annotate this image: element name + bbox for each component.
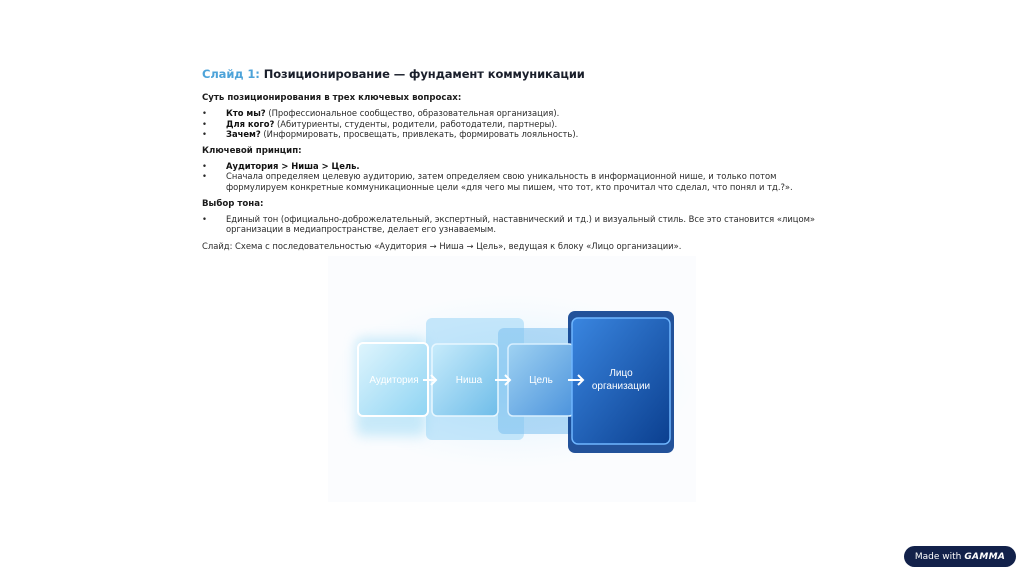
item-text: (Информировать, просвещать, привлекать, формировать лояльность).	[260, 129, 579, 140]
box-label-auditoriya: Аудитория	[369, 375, 419, 386]
tone-list	[202, 214, 822, 235]
slide-title-main: Позиционирование — фундамент коммуникации	[263, 67, 585, 81]
box-label-nisha: Ниша	[455, 375, 483, 386]
item-text: Единый тон (официально-доброжелательный, экспертный, наставнический и тд.) и визуальный стиль. Все это становится «лицом» организации в медиапространстве, делает его узнаваемым.	[226, 213, 816, 235]
item-text: Сначала определяем целевую аудиторию, затем определяем свою уникальность в информационной нише, и только потом формулируем конкретные коммуникационные цели «для чего мы пишем, что тот, кто прочитал что сделал, что понял и тд.?».	[226, 171, 793, 192]
item-label: Аудитория > Ниша > Цель.	[226, 160, 360, 171]
bullet: •	[202, 213, 207, 224]
list-item	[202, 119, 822, 130]
bullet: •	[202, 129, 207, 140]
flow-diagram-image	[328, 256, 696, 502]
gamma-logo: GAMMA	[964, 551, 1006, 562]
bullet: •	[202, 108, 207, 118]
list-item	[202, 161, 822, 172]
section-heading-tone: Выбор тона:	[202, 198, 264, 209]
item-label: Для кого?	[226, 118, 275, 129]
section-heading-questions: Суть позиционирования в трех ключевых вопросах:	[202, 93, 462, 103]
bullet: •	[202, 160, 207, 171]
bullet: •	[202, 118, 207, 129]
made-with-gamma-badge[interactable]	[904, 546, 1016, 567]
item-label: Зачем?	[226, 129, 261, 140]
slide-caption: Слайд: Схема с последовательностью «Аудитория → Ниша → Цель», ведущая к блоку «Лицо организации».	[202, 240, 682, 251]
slide-title-prefix: Слайд 1:	[202, 67, 260, 81]
item-text: (Профессиональное сообщество, образовательная организация).	[265, 108, 560, 118]
item-text: (Абитуриенты, студенты, родители, работодатели, партнеры).	[274, 118, 558, 129]
box-label-lico-line2: организации	[591, 381, 651, 392]
slide-title	[202, 67, 822, 81]
list-item	[202, 214, 822, 235]
list-item	[202, 108, 822, 119]
box-label-lico-line1: Лицо	[609, 368, 633, 379]
badge-text: Made with	[914, 551, 962, 562]
item-label: Кто мы?	[226, 108, 266, 118]
principle-list	[202, 161, 822, 193]
questions-list	[202, 108, 822, 140]
bullet: •	[202, 171, 207, 182]
list-item	[202, 171, 822, 192]
flow-diagram	[328, 256, 696, 502]
slide-content	[202, 67, 822, 256]
list-item	[202, 129, 822, 140]
section-heading-principle: Ключевой принцип:	[202, 145, 302, 156]
box-label-cel: Цель	[529, 375, 553, 386]
